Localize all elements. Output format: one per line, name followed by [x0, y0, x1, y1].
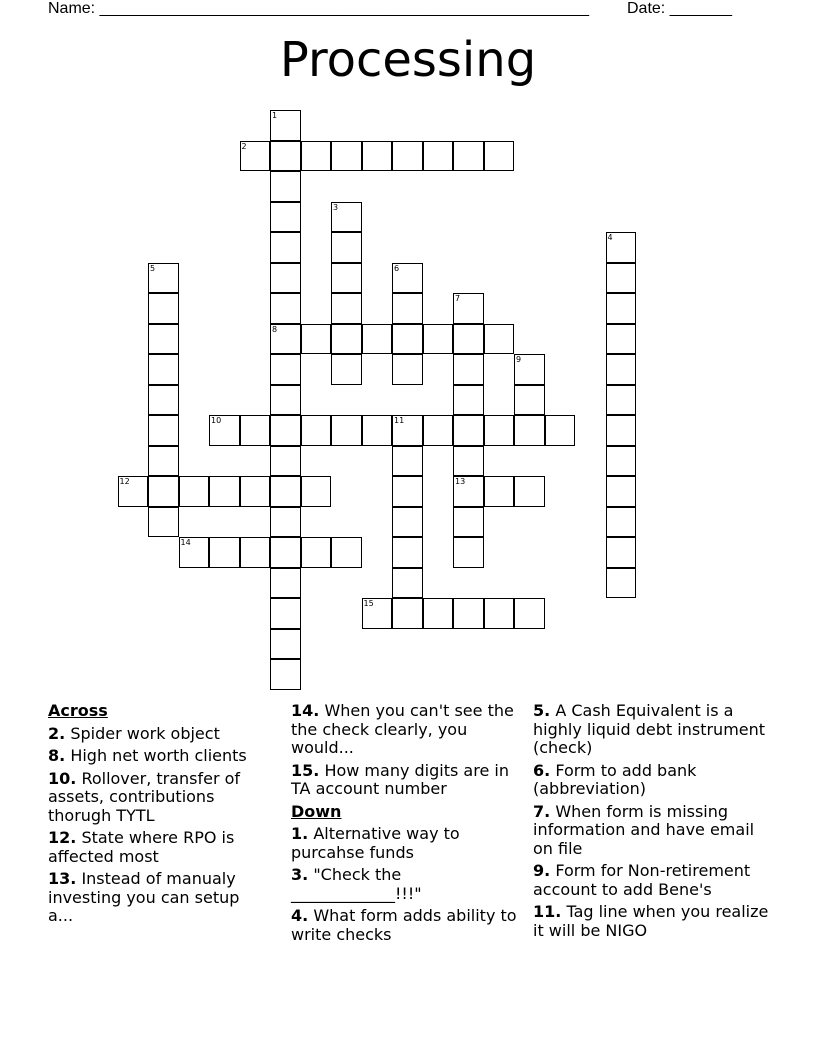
clue-down-5: 5. A Cash Equivalent is a highly liquid debt instrument (check) [533, 701, 766, 757]
clue-across-8: 8. High net worth clients [48, 746, 247, 765]
down-heading: Down [291, 801, 342, 821]
grid-cell[interactable] [545, 415, 576, 446]
grid-cell[interactable] [301, 415, 332, 446]
clue-across-15: 15. How many digits are in TA account number [291, 760, 509, 798]
clue-down-6: 6. Form to add bank (abbreviation) [533, 760, 697, 798]
grid-cell[interactable] [514, 598, 545, 629]
grid-cell[interactable] [453, 385, 484, 416]
cell-number: 13 [455, 477, 466, 486]
clues-column-2 [291, 702, 521, 948]
grid-cell[interactable] [606, 232, 637, 263]
grid-cell[interactable] [392, 446, 423, 477]
grid-cell[interactable] [606, 385, 637, 416]
grid-cell[interactable] [392, 568, 423, 599]
grid-cell[interactable] [270, 446, 301, 477]
grid-cell[interactable] [423, 598, 454, 629]
grid-cell[interactable] [270, 568, 301, 599]
clue-down-7: 7. When form is missing information and have email on file [533, 801, 755, 858]
grid-cell[interactable] [270, 263, 301, 294]
cell-number: 11 [394, 416, 405, 425]
grid-cell[interactable] [148, 446, 179, 477]
grid-cell[interactable] [209, 476, 240, 507]
grid-cell[interactable] [270, 141, 301, 172]
grid-cell[interactable] [606, 415, 637, 446]
grid-cell[interactable] [148, 507, 179, 538]
grid-cell[interactable] [453, 598, 484, 629]
grid-cell[interactable] [270, 598, 301, 629]
cell-number: 12 [119, 477, 130, 486]
grid-cell[interactable] [270, 476, 301, 507]
grid-cell[interactable] [331, 232, 362, 263]
grid-cell[interactable] [606, 507, 637, 538]
grid-cell[interactable] [270, 202, 301, 233]
grid-cell[interactable] [270, 385, 301, 416]
grid-cell[interactable] [270, 232, 301, 263]
across-heading: Across [48, 701, 108, 720]
page-title: Processing [279, 32, 537, 88]
grid-cell[interactable] [392, 141, 423, 172]
grid-cell[interactable] [331, 263, 362, 294]
cell-number: 5 [150, 263, 156, 273]
cell-number: 7 [455, 294, 461, 303]
cell-number: 15 [363, 599, 374, 608]
grid-cell[interactable] [118, 476, 149, 507]
clue-across-13: 13. Instead of manualy investing you can setup a... [48, 869, 240, 925]
grid-cell[interactable] [240, 537, 271, 568]
grid-cell[interactable] [453, 537, 484, 568]
cell-number: 4 [607, 233, 613, 242]
cell-number: 14 [180, 538, 191, 547]
grid-cell[interactable] [453, 293, 484, 324]
grid-cell[interactable] [270, 354, 301, 385]
grid-cell[interactable] [392, 415, 423, 446]
grid-cell[interactable] [331, 202, 362, 233]
clues-column-3 [533, 702, 773, 944]
grid-cell[interactable] [484, 141, 515, 172]
grid-cell[interactable] [270, 659, 301, 690]
clues-column-1 [48, 702, 268, 930]
grid-cell[interactable] [423, 141, 454, 172]
grid-cell[interactable] [453, 141, 484, 172]
clue-across-12: 12. State where RPO is affected most [48, 828, 235, 866]
grid-cell[interactable] [331, 293, 362, 324]
grid-cell[interactable] [392, 476, 423, 507]
grid-cell[interactable] [148, 415, 179, 446]
name-field-label: Name: _______________________________________________________ [48, 0, 589, 17]
grid-cell[interactable] [209, 415, 240, 446]
grid-cell[interactable] [270, 507, 301, 538]
grid-cell[interactable] [606, 324, 637, 355]
cell-number: 8 [272, 324, 278, 334]
clue-across-10: 10. Rollover, transfer of assets, contributions thorugh TYTL [48, 768, 241, 825]
grid-cell[interactable] [514, 354, 545, 385]
clue-across-14: 14. When you can't see the the check clearly, you would... [291, 701, 514, 757]
clue-down-11: 11. Tag line when you realize it will be NIGO [533, 902, 769, 940]
grid-cell[interactable] [270, 110, 301, 141]
grid-cell[interactable] [362, 324, 393, 355]
grid-cell[interactable] [484, 476, 515, 507]
grid-cell[interactable] [148, 293, 179, 324]
grid-cell[interactable] [392, 263, 423, 294]
grid-cell[interactable] [270, 324, 301, 355]
grid-cell[interactable] [392, 507, 423, 538]
grid-cell[interactable] [148, 324, 179, 355]
grid-cell[interactable] [423, 324, 454, 355]
grid-cell[interactable] [301, 141, 332, 172]
grid-cell[interactable] [331, 324, 362, 355]
clue-down-3: 3. "Check the _____________!!!" [291, 865, 422, 903]
grid-cell[interactable] [453, 415, 484, 446]
grid-cell[interactable] [148, 263, 179, 294]
grid-cell[interactable] [392, 354, 423, 385]
grid-cell[interactable] [240, 141, 271, 172]
grid-cell[interactable] [606, 446, 637, 477]
clue-down-4: 4. What form adds ability to write checks [291, 906, 517, 944]
grid-cell[interactable] [362, 598, 393, 629]
grid-cell[interactable] [331, 354, 362, 385]
grid-cell[interactable] [240, 476, 271, 507]
grid-cell[interactable] [179, 476, 210, 507]
grid-cell[interactable] [453, 354, 484, 385]
grid-cell[interactable] [453, 507, 484, 538]
grid-cell[interactable] [606, 537, 637, 568]
grid-cell[interactable] [362, 141, 393, 172]
grid-cell[interactable] [606, 476, 637, 507]
grid-cell[interactable] [392, 598, 423, 629]
cell-number: 10 [211, 416, 222, 425]
clue-down-1: 1. Alternative way to purcahse funds [291, 824, 460, 862]
grid-cell[interactable] [453, 446, 484, 477]
grid-cell[interactable] [514, 385, 545, 416]
grid-cell[interactable] [362, 415, 393, 446]
grid-cell[interactable] [270, 293, 301, 324]
grid-cell[interactable] [484, 415, 515, 446]
grid-cell[interactable] [270, 171, 301, 202]
clue-across-2: 2. Spider work object [48, 723, 220, 743]
grid-cell[interactable] [423, 415, 454, 446]
grid-cell[interactable] [331, 537, 362, 568]
grid-cell[interactable] [270, 415, 301, 446]
grid-cell[interactable] [270, 629, 301, 660]
grid-cell[interactable] [453, 476, 484, 507]
grid-cell[interactable] [301, 476, 332, 507]
date-field-label: Date: _______ [627, 0, 732, 17]
grid-cell[interactable] [240, 415, 271, 446]
grid-cell[interactable] [453, 324, 484, 355]
grid-cell[interactable] [179, 537, 210, 568]
grid-cell[interactable] [392, 293, 423, 324]
grid-cell[interactable] [331, 415, 362, 446]
grid-cell[interactable] [514, 415, 545, 446]
grid-cell[interactable] [606, 293, 637, 324]
grid-cell[interactable] [606, 354, 637, 385]
grid-cell[interactable] [606, 568, 637, 599]
grid-cell[interactable] [301, 537, 332, 568]
cell-number: 3 [333, 202, 339, 212]
clue-down-9: 9. Form for Non-retirement account to add Bene's [533, 861, 751, 899]
grid-cell[interactable] [270, 537, 301, 568]
grid-cell[interactable] [606, 263, 637, 294]
grid-cell[interactable] [209, 537, 240, 568]
grid-cell[interactable] [392, 324, 423, 355]
cell-number: 2 [241, 141, 247, 151]
grid-cell[interactable] [148, 385, 179, 416]
grid-cell[interactable] [392, 537, 423, 568]
grid-cell[interactable] [148, 476, 179, 507]
grid-cell[interactable] [148, 354, 179, 385]
grid-cell[interactable] [331, 141, 362, 172]
grid-cell[interactable] [301, 324, 332, 355]
grid-cell[interactable] [484, 324, 515, 355]
cell-number: 6 [394, 263, 400, 273]
grid-cell[interactable] [514, 476, 545, 507]
cell-number: 1 [272, 111, 278, 120]
cell-number: 9 [516, 355, 522, 364]
grid-cell[interactable] [484, 598, 515, 629]
